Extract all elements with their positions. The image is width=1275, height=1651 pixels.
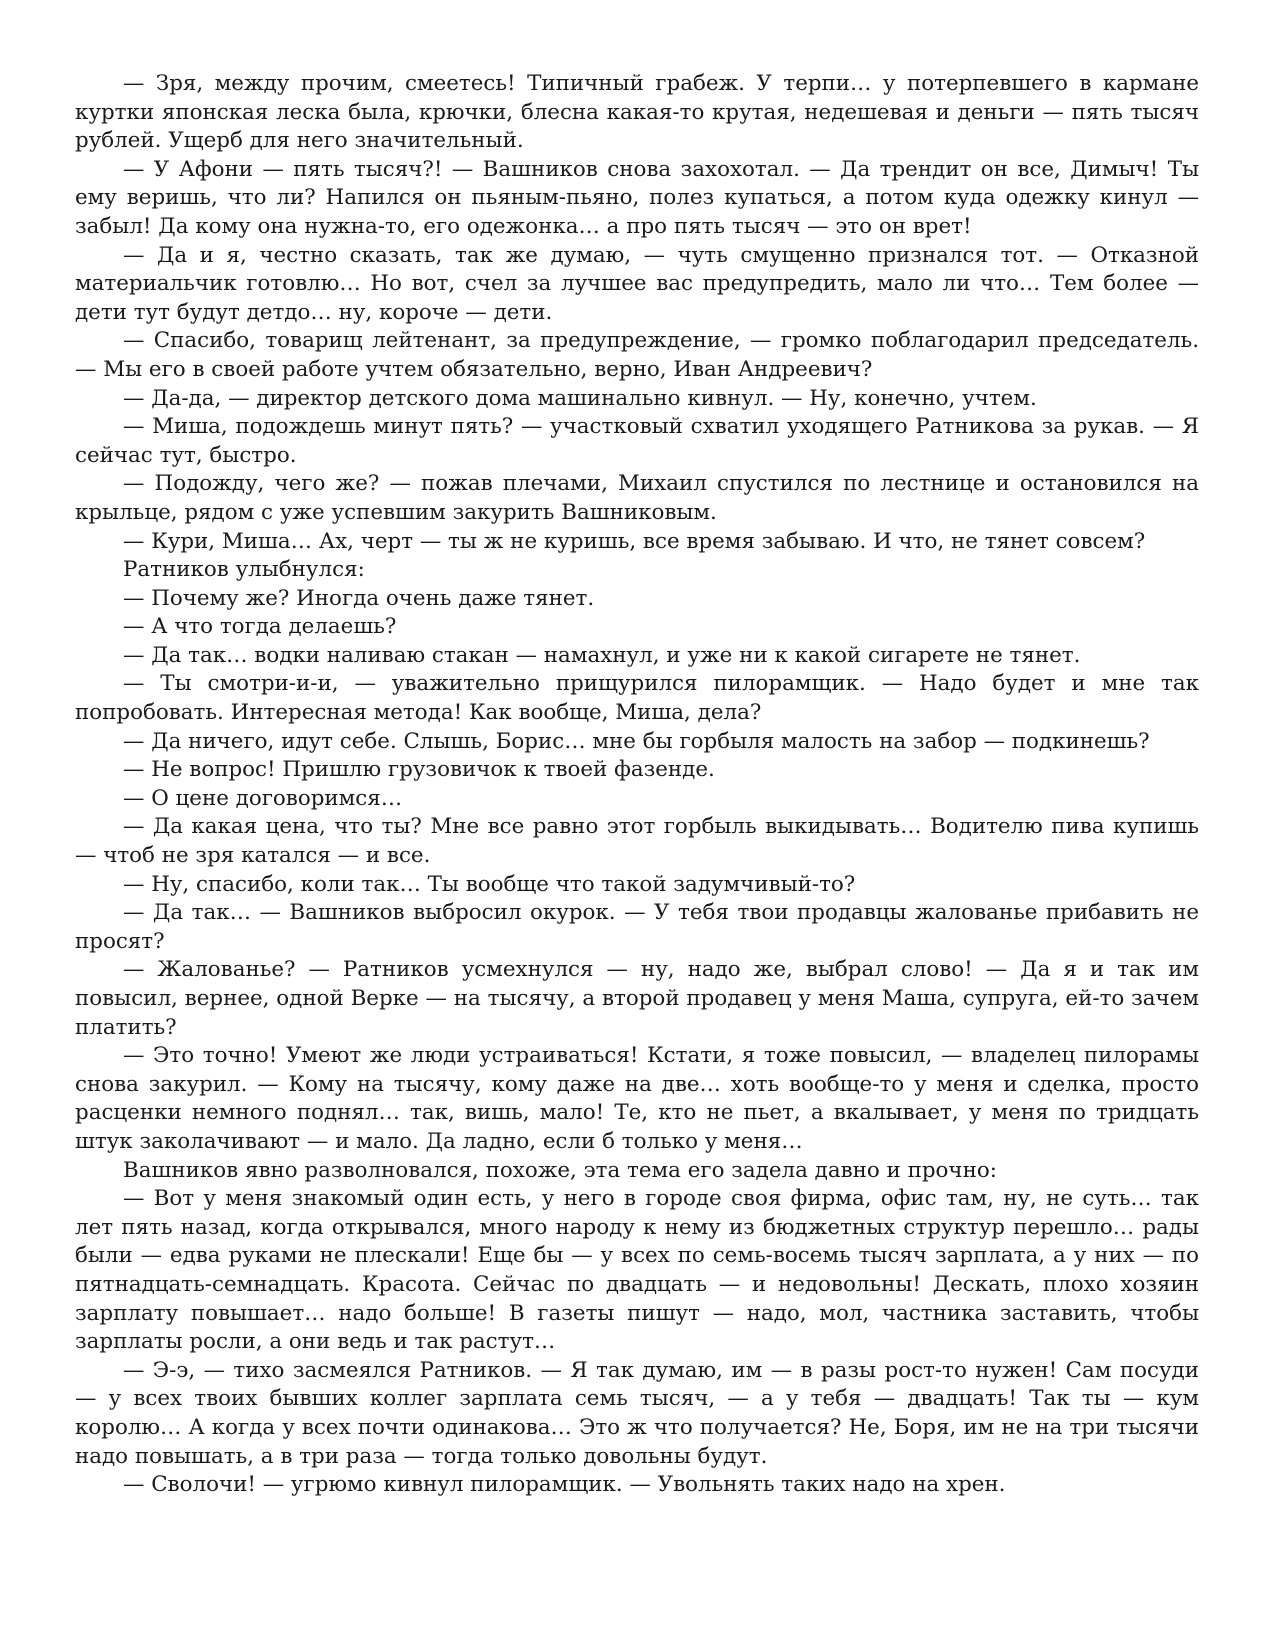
paragraph: — Ну, спасибо, коли так… Ты вообще что такой задумчивый-то?	[123, 871, 856, 897]
paragraph: — Подожду, чего же? — пожав плечами, Михаил спустился по лестнице и остановился на крыльце, рядом с уже успевшим закурить Вашниковым.	[75, 471, 1199, 525]
paragraph: — Э-э, — тихо засмеялся Ратников. — Я так думаю, им — в разы рост-то нужен! Сам посуди — у всех твоих бывших коллег зарплата семь тысяч, — а у тебя — двадцать! Так ты — кум королю… А когда у всех почти одинакова… Это ж что получается? Не, Боря, им не на три тысячи надо повышать, а в три раза — тогда только довольны будут.	[75, 1357, 1199, 1469]
paragraph: — У Афони — пять тысяч?! — Вашников снова захохотал. — Да трендит он все, Димыч! Ты ему веришь, что ли? Напился он пьяным-пьяно, полез купаться, а потом куда одежку кинул — забыл! Да кому она нужна-то, его одежонка… а про пять тысяч — это он врет!	[75, 156, 1199, 239]
paragraph: — Жалованье? — Ратников усмехнулся — ну, надо же, выбрал слово! — Да я и так им повысил, вернее, одной Верке — на тысячу, а второй продавец у меня Маша, супруга, ей-то зачем платить?	[75, 957, 1199, 1040]
paragraph: — Да так… — Вашников выбросил окурок. — У тебя твои продавцы жалованье прибавить не просят?	[75, 900, 1199, 954]
paragraph: — Сволочи! — угрюмо кивнул пилорамщик. — Увольнять таких надо на хрен.	[123, 1472, 1006, 1498]
paragraph: — Спасибо, товарищ лейтенант, за предупреждение, — громко поблагодарил председатель. — Мы его в своей работе учтем обязательно, верно, Иван Андреевич?	[75, 328, 1199, 382]
paragraph: — Ты смотри-и-и, — уважительно прищурился пилорамщик. — Надо будет и мне так попробовать. Интересная метода! Как вообще, Миша, дела?	[75, 671, 1199, 726]
paragraph: — Да ничего, идут себе. Слышь, Борис… мне бы горбыля малость на забор — подкинешь?	[123, 728, 1150, 754]
paragraph: Ратников улыбнулся:	[123, 557, 365, 583]
paragraph: — Да и я, честно сказать, так же думаю, — чуть смущенно признался тот. — Отказной материальчик готовлю… Но вот, счел за лучшее вас предупредить, мало ли что… Тем более — дети тут будут детдо… ну, короче — дети.	[75, 242, 1199, 325]
paragraph: — Да так… водки наливаю стакан — намахнул, и уже ни к какой сигарете не тянет.	[123, 642, 1081, 668]
paragraph: — Зря, между прочим, смеетесь! Типичный грабеж. У терпи… у потерпевшего в кармане куртки японская леска была, крючки, блесна какая-то крутая, недешевая и деньги — пять тысяч рублей. Ущерб для него значительный.	[75, 71, 1199, 154]
paragraph: — О цене договоримся…	[123, 785, 403, 811]
paragraph: — Кури, Миша… Ах, черт — ты ж не куришь, все время забываю. И что, не тянет совсем?	[123, 528, 1146, 554]
paragraph: — Вот у меня знакомый один есть, у него в городе своя фирма, офис там, ну, не суть… так лет пять назад, когда открывался, много народу к нему из бюджетных структур перешло… рады были — едва руками не плескали! Еще бы — у всех по семь-восемь тысяч зарплата, а у них — по пятнадцать-семнадцать. Красота. Сейчас по двадцать — и недовольны! Дескать, плохо хозяин зарплату повышает… надо больше! В газеты пишут — надо, мол, частника заставить, чтобы зарплаты росли, а они ведь и так растут…	[75, 1186, 1199, 1355]
paragraph: — А что тогда делаешь?	[123, 614, 397, 640]
paragraph: — Да какая цена, что ты? Мне все равно этот горбыль выкидывать… Водителю пива купишь — чтоб не зря катался — и все.	[75, 814, 1199, 869]
paragraph: — Миша, подождешь минут пять? — участковый схватил уходящего Ратникова за рукав. — Я сейчас тут, быстро.	[75, 414, 1199, 468]
paragraph: — Да-да, — директор детского дома машинально кивнул. — Ну, конечно, учтем.	[123, 385, 1037, 411]
book-page	[75, 70, 1199, 1500]
paragraph: — Не вопрос! Пришлю грузовичок к твоей фазенде.	[123, 757, 715, 783]
paragraph: Вашников явно разволновался, похоже, эта тема его задела давно и прочно:	[123, 1157, 997, 1183]
paragraph: — Это точно! Умеют же люди устраиваться! Кстати, я тоже повысил, — владелец пилорамы снова закурил. — Кому на тысячу, кому даже на две… хоть вообще-то у меня и сделка, просто расценки немного поднял… так, вишь, мало! Те, кто не пьет, а вкалывает, у меня по тридцать штук заколачивают — и мало. Да ладно, если б только у меня…	[75, 1043, 1199, 1154]
paragraph: — Почему же? Иногда очень даже тянет.	[123, 585, 595, 611]
